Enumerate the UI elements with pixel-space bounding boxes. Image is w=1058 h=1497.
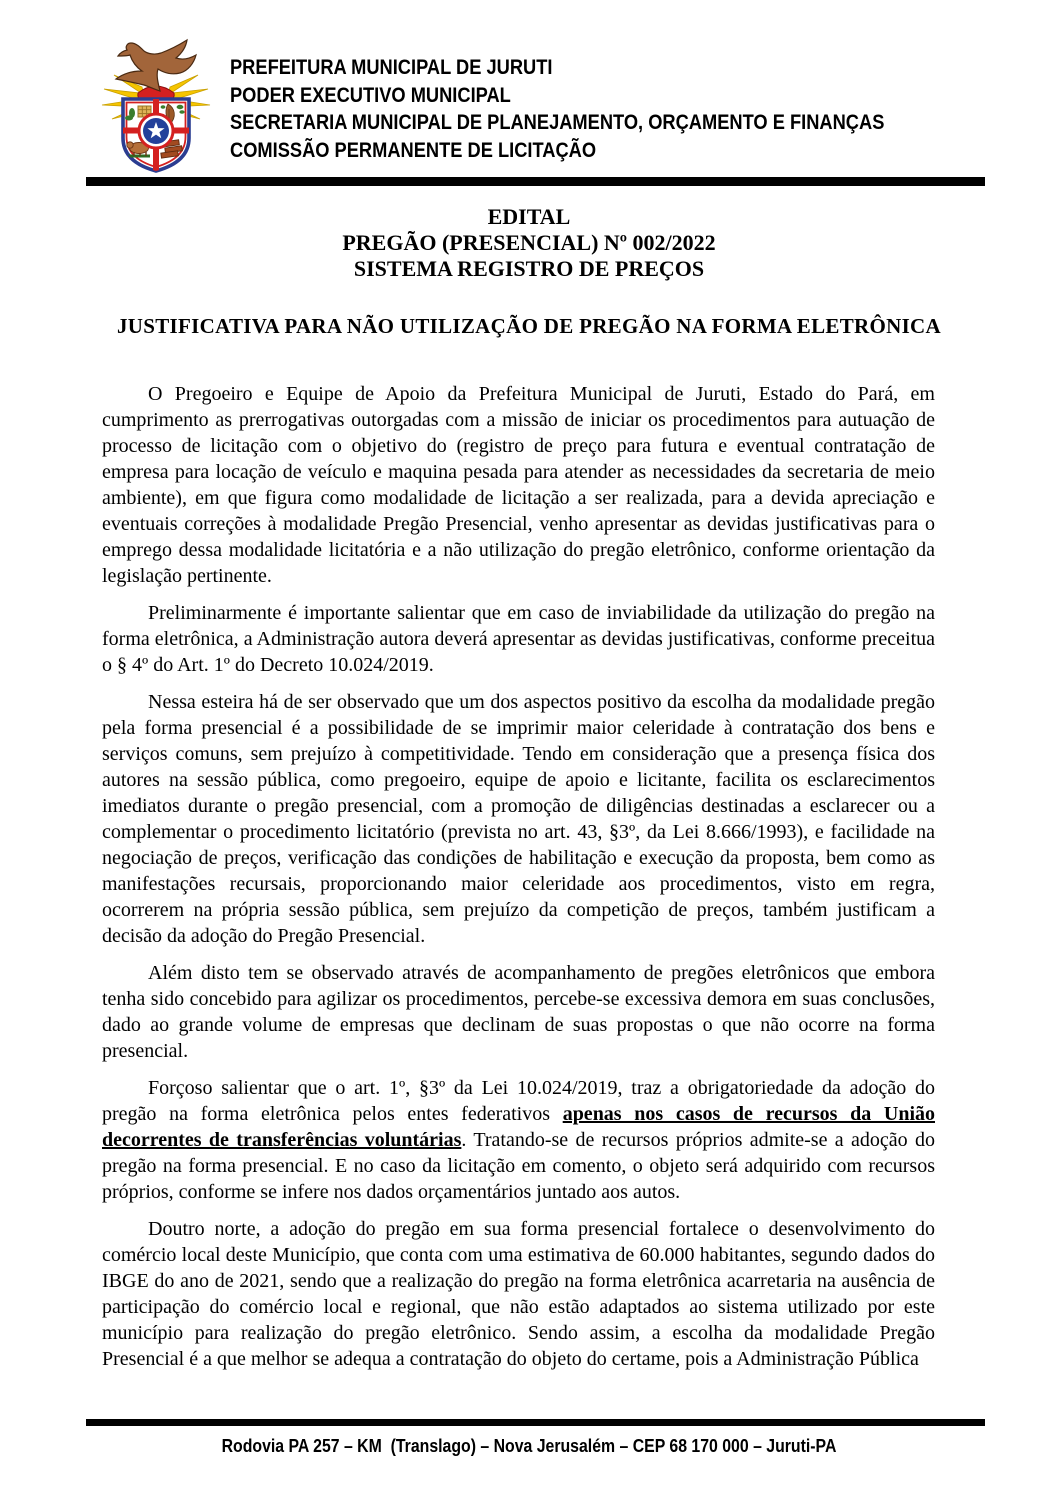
paragraph-4: Além disto tem se observado através de acompanhamento de pregões eletrônicos que embora tenha sido concebido para agilizar os procedimentos, percebe-se excessiva demora em suas conclusões, dado ao grande volume de empresas que declinam de suas propostas o que não ocorre na forma presencial. bbox=[102, 962, 935, 1062]
org-line-secretaria: SECRETARIA MUNICIPAL DE PLANEJAMENTO, ORÇAMENTO E FINANÇAS bbox=[230, 111, 885, 134]
org-header bbox=[230, 54, 884, 164]
footer-divider bbox=[86, 1419, 985, 1426]
paragraph-5 bbox=[102, 1075, 935, 1205]
document-body bbox=[102, 381, 935, 1383]
org-line-comissao: COMISSÃO PERMANENTE DE LICITAÇÃO bbox=[230, 138, 597, 162]
org-line-prefeitura: PREFEITURA MUNICIPAL DE JURUTI bbox=[230, 56, 553, 79]
paragraph-5-lead: Forçoso salientar que o art. 1º, §3º da Lei 10.024/2019, traz a obrigatoriedade da adoção do pregão na forma eletrônica pelos entes federativos bbox=[102, 1077, 935, 1125]
header-divider bbox=[86, 177, 985, 186]
section-heading: JUSTIFICATIVA PARA NÃO UTILIZAÇÃO DE PREGÃO NA FORMA ELETRÔNICA bbox=[116, 314, 941, 338]
document-title bbox=[0, 204, 1058, 282]
paragraph-1: O Pregoeiro e Equipe de Apoio da Prefeitura Municipal de Juruti, Estado do Pará, em cumprimento as prerrogativas outorgadas com a missão de iniciar os procedimentos para autuação de processo de licitação com o objetivo do (registro de preço para futura e eventual contratação de empresa para locação de veículo e maquina pesada para atender as necessidades da secretaria de meio ambiente), em que figura como modalidade de licitação a ser realizada, para a devida apreciação e eventuais correções à modalidade Pregão Presencial, venho apresentar as devidas justificativas para o emprego dessa modalidade licitatória e a não utilização do pregão eletrônico, conforme orientação da legislação pertinente. bbox=[102, 383, 935, 587]
footer-address: Rodovia PA 257 – KM (Translago) – Nova Jerusalém – CEP 68 170 000 – Juruti-PA bbox=[221, 1436, 837, 1456]
paragraph-6: Doutro norte, a adoção do pregão em sua forma presencial fortalece o desenvolvimento do comércio local deste Município, que conta com uma estimativa de 60.000 habitantes, segundo dados do IBGE do ano de 2021, sendo que a realização do pregão na forma eletrônica acarretaria na ausência de participação do comércio local e regional, que não estão adaptados ao sistema utilizado por este município para realização do pregão eletrônico. Sendo assim, a escolha da modalidade Pregão Presencial é a que melhor se adequa a contratação do objeto do certame, pois a Administração Pública bbox=[102, 1218, 935, 1370]
org-line-poder: PODER EXECUTIVO MUNICIPAL bbox=[230, 83, 511, 107]
paragraph-3: Nessa esteira há de ser observado que um dos aspectos positivo da escolha da modalidade pregão pela forma presencial é a possibilidade de se imprimir maior celeridade à contratação dos bens e serviços comuns, sem prejuízo à competitividade. Tendo em consideração que a presença física dos autores na sessão pública, como pregoeiro, equipe de apoio e licitante, facilita os esclarecimentos imediatos durante o pregão presencial, com a promoção de diligências destinadas a esclarecer ou a complementar o procedimento licitatório (prevista no art. 43, §3º, da Lei 8.666/1993), e facilidade na negociação de preços, verificação das condições de habilitação e execução da proposta, bem como as manifestações recursais, proporcionando maior celeridade aos procedimentos, visto em regra, ocorrerem na própria sessão pública, sem prejuízo da competição de preços, também justificam a decisão da adoção do Pregão Presencial. bbox=[102, 691, 935, 947]
title-sistema: SISTEMA REGISTRO DE PREÇOS bbox=[353, 256, 705, 281]
title-pregao: PREGÃO (PRESENCIAL) Nº 002/2022 bbox=[342, 230, 716, 255]
coat-of-arms-logo bbox=[96, 34, 216, 176]
paragraph-5-tail: . Tratando-se de recursos próprios admite-se a adoção do pregão na forma presencial. E no caso da licitação em comento, o objeto será adquirido com recursos próprios, conforme se infere nos dados orçamentários juntado aos autos. bbox=[102, 1129, 935, 1203]
coat-of-arms-icon bbox=[96, 34, 216, 176]
paragraph-2: Preliminarmente é importante salientar que em caso de inviabilidade da utilização do pregão na forma eletrônica, a Administração autora deverá apresentar as devidas justificativas, conforme preceitua o § 4º do Art. 1º do Decreto 10.024/2019. bbox=[102, 602, 935, 676]
title-edital: EDITAL bbox=[487, 204, 571, 229]
paragraph-5-emphasis: apenas nos casos de recursos da União decorrentes de transferências voluntárias bbox=[102, 1103, 935, 1151]
